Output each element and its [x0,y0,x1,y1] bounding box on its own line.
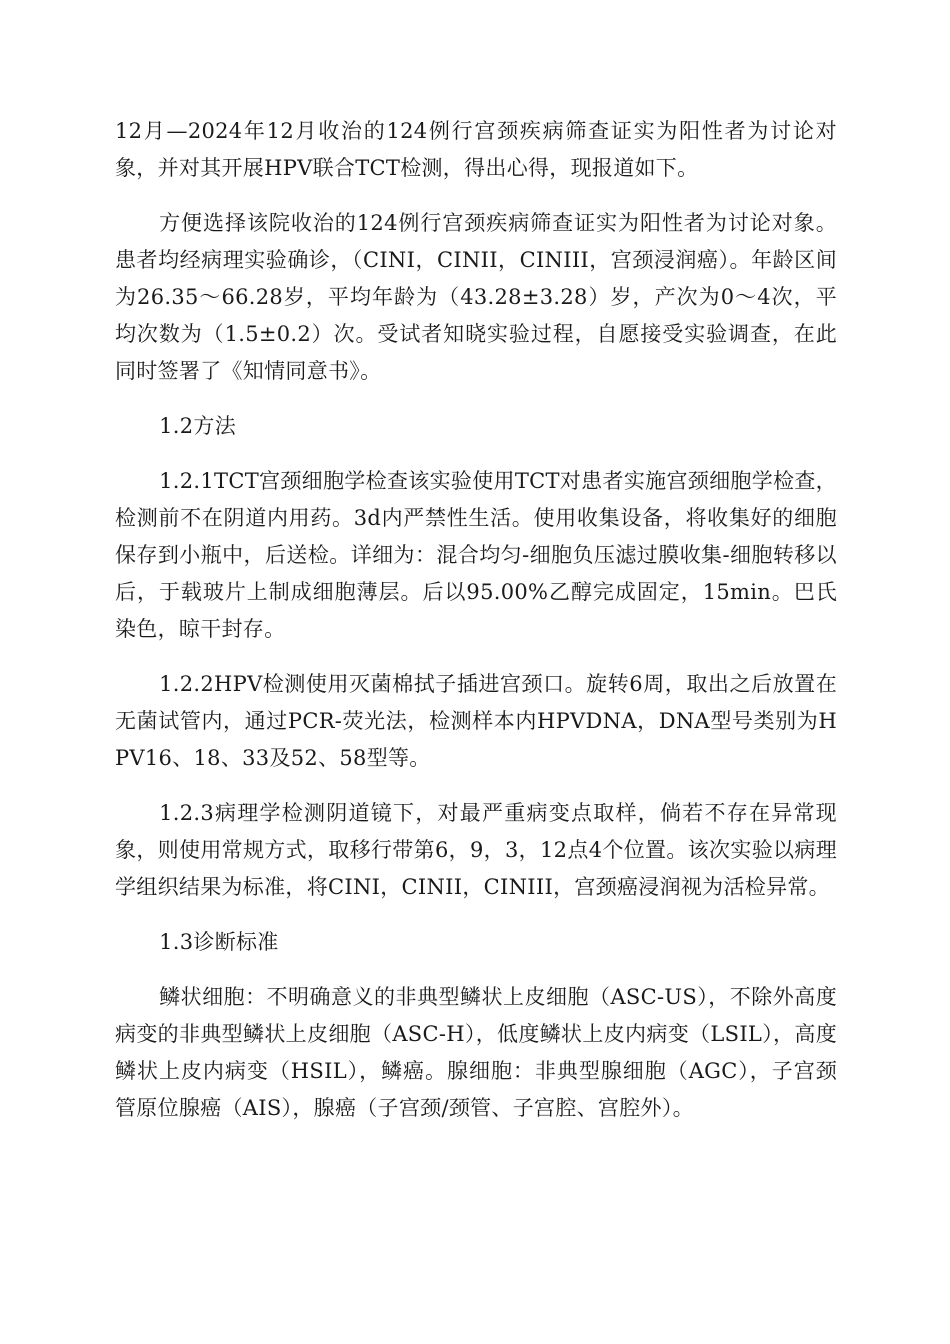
paragraph-intro: 12月—2024年12月收治的124例行宫颈疾病筛查证实为阳性者为讨论对象，并对其开展HPV联合TCT检测，得出心得，现报道如下。 [115,119,837,180]
paragraph-pathology-method: 1.2.3病理学检测阴道镜下，对最严重病变点取样，倘若不存在异常现象，则使用常规方式，取移行带第6，9，3，12点4个位置。该次实验以病理学组织结果为标准，将CINI，CINII，CINIII，宫颈癌浸润视为活检异常。 [115,801,837,899]
document-body [115,113,837,1145]
section-heading-methods: 1.2方法 [159,414,236,438]
paragraph-hpv-method: 1.2.2HPV检测使用灭菌棉拭子插进宫颈口。旋转6周，取出之后放置在无菌试管内，通过PCR-荧光法，检测样本内HPVDNA，DNA型号类别为HPV16、18、33及52、58型等。 [115,672,837,770]
paragraph-criteria: 鳞状细胞：不明确意义的非典型鳞状上皮细胞（ASC-US），不除外高度病变的非典型鳞状上皮细胞（ASC-H），低度鳞状上皮内病变（LSIL），高度鳞状上皮内病变（HSIL），鳞癌。腺细胞：非典型腺细胞（AGC），子宫颈管原位腺癌（AIS），腺癌（子宫颈/颈管、子宫腔、宫腔外）。 [115,985,837,1120]
paragraph-tct-method: 1.2.1TCT宫颈细胞学检查该实验使用TCT对患者实施宫颈细胞学检查，检测前不在阴道内用药。3d内严禁性生活。使用收集设备，将收集好的细胞保存到小瓶中，后送检。详细为：混合均匀-细胞负压滤过膜收集-细胞转移以后，于载玻片上制成细胞薄层。后以95.00%乙醇完成固定，15min。巴氏染色，晾干封存。 [115,469,837,641]
paragraph-subjects: 方便选择该院收治的124例行宫颈疾病筛查证实为阳性者为讨论对象。患者均经病理实验确诊，（CINI，CINII，CINIII，宫颈浸润癌）。年龄区间为26.35～66.28岁，平均年龄为（43.28±3.28）岁，产次为0～4次，平均次数为（1.5±0.2）次。受试者知晓实验过程，自愿接受实验调查，在此同时签署了《知情同意书》。 [115,211,837,383]
section-heading-criteria: 1.3诊断标准 [159,930,279,954]
